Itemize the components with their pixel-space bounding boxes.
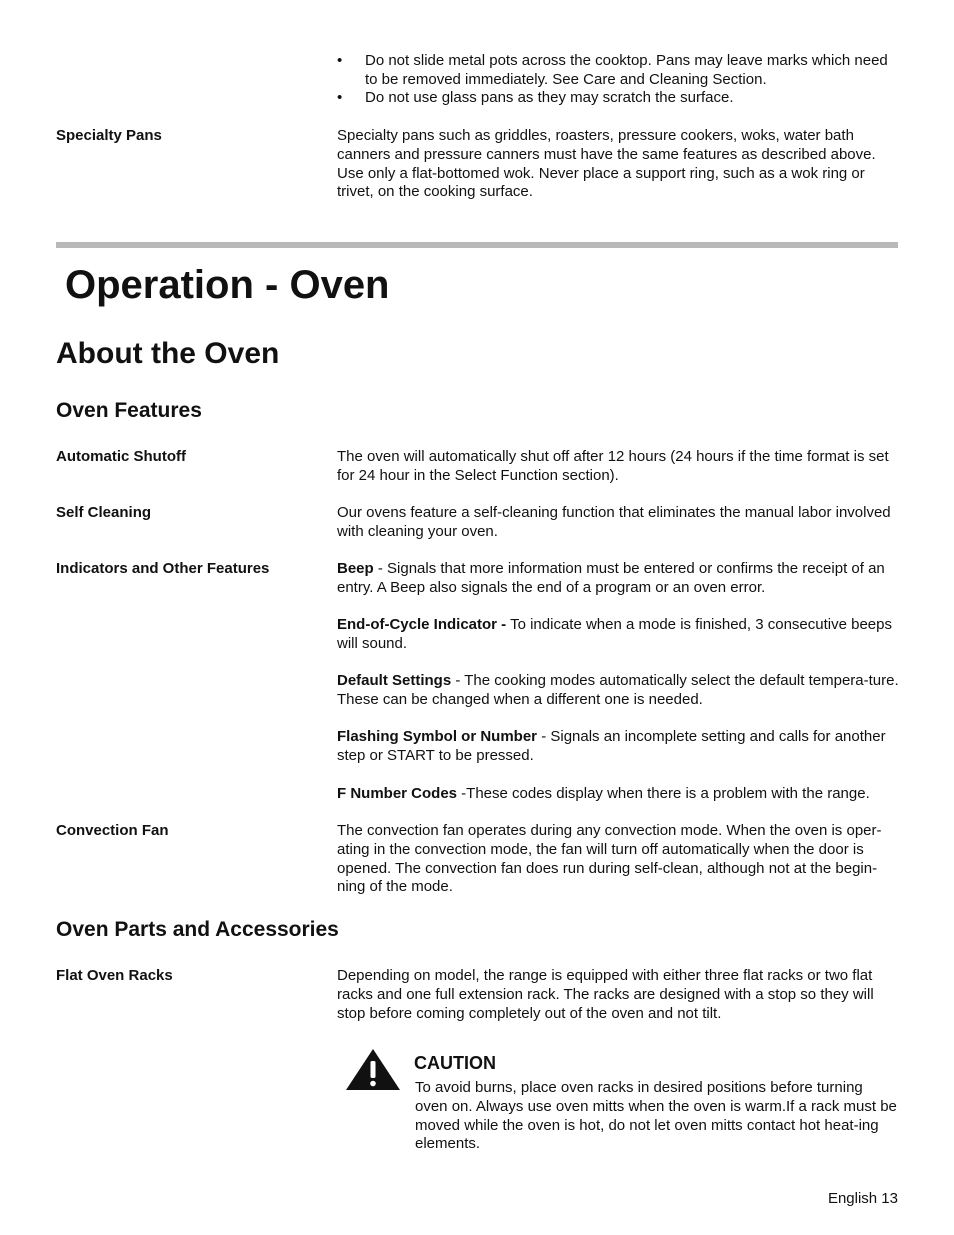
indicators-label: Indicators and Other Features <box>56 560 270 577</box>
self-cleaning-text: Our ovens feature a self-cleaning function that eliminates the manual labor involved with cleaning your oven. <box>337 504 891 540</box>
oven-features-heading: Oven Features <box>56 399 202 422</box>
bullet-marker: • <box>337 52 343 69</box>
oven-parts-heading: Oven Parts and Accessories <box>56 918 339 941</box>
convection-fan-label: Convection Fan <box>56 822 169 839</box>
indicator-description: To indicate when a mode is finished, 3 consecutive beeps will sound. <box>337 616 892 652</box>
bullet-marker: • <box>337 89 343 106</box>
indicator-description: -These codes display when there is a problem with the range. <box>457 785 870 802</box>
section-divider <box>56 242 898 248</box>
list-item <box>337 89 897 108</box>
page-number: English 13 <box>827 1190 898 1207</box>
indicator-term: Beep <box>337 560 374 577</box>
bullet-text: Do not use glass pans as they may scratch the surface. <box>365 89 734 106</box>
indicator-term: End-of-Cycle Indicator - <box>337 616 507 633</box>
convection-fan-text: The convection fan operates during any convection mode. When the oven is oper-ating in the convection mode, the fan will turn off automatically when the door is opened. The convection fan does run during self-clean, although not at the begin-ning of the mode. <box>337 822 882 896</box>
caution-text: To avoid burns, place oven racks in desired positions before turning oven on. Always use oven mitts when the oven is warm.If a rack must be moved while the oven is hot, do not let oven mitts contact hot heat-ing elements. <box>415 1079 897 1153</box>
warning-triangle-icon <box>345 1048 401 1092</box>
list-item <box>337 52 897 90</box>
indicator-item-flashing-symbol <box>337 728 899 766</box>
indicator-item-default-settings <box>337 672 899 710</box>
automatic-shutoff-text: The oven will automatically shut off after 12 hours (24 hours if the time format is set for 24 hour in the Select Function section). <box>337 448 889 484</box>
caution-title: CAUTION <box>414 1053 496 1073</box>
indicator-item-end-of-cycle <box>337 616 899 654</box>
indicator-description: - Signals an incomplete setting and calls for another step or START to be pressed. <box>337 728 886 764</box>
indicator-description: - The cooking modes automatically select the default tempera-ture. These can be changed when a different one is needed. <box>337 672 899 708</box>
flat-oven-racks-text: Depending on model, the range is equipped with either three flat racks or two flat racks and one full extension rack. The racks are designed with a stop so they will stop before coming completely out of the oven and not tilt. <box>337 967 874 1022</box>
subsection-title: About the Oven <box>56 337 280 370</box>
specialty-pans-text: Specialty pans such as griddles, roasters, pressure cookers, woks, water bath canners and pressure canners must have the same features as described above. Use only a flat-bottomed wok. Never place a support ring, such as a wok ring or trivet, on the cooking surface. <box>337 127 876 201</box>
indicator-description: - Signals that more information must be entered or confirms the receipt of an entry. A Beep also signals the end of a program or an oven error. <box>337 560 885 596</box>
indicator-item-beep <box>337 560 899 598</box>
specialty-pans-label: Specialty Pans <box>56 127 162 144</box>
automatic-shutoff-label: Automatic Shutoff <box>56 448 186 465</box>
indicator-term: Default Settings <box>337 672 452 689</box>
flat-oven-racks-label: Flat Oven Racks <box>56 967 173 984</box>
indicator-term: Flashing Symbol or Number <box>337 728 538 745</box>
indicator-item-f-number-codes <box>337 785 899 804</box>
indicator-term: F Number Codes <box>337 785 458 802</box>
self-cleaning-label: Self Cleaning <box>56 504 152 521</box>
bullet-text: Do not slide metal pots across the cooktop. Pans may leave marks which need to be removed immediately. See Care and Cleaning Section. <box>365 52 888 88</box>
section-title: Operation - Oven <box>65 263 390 307</box>
